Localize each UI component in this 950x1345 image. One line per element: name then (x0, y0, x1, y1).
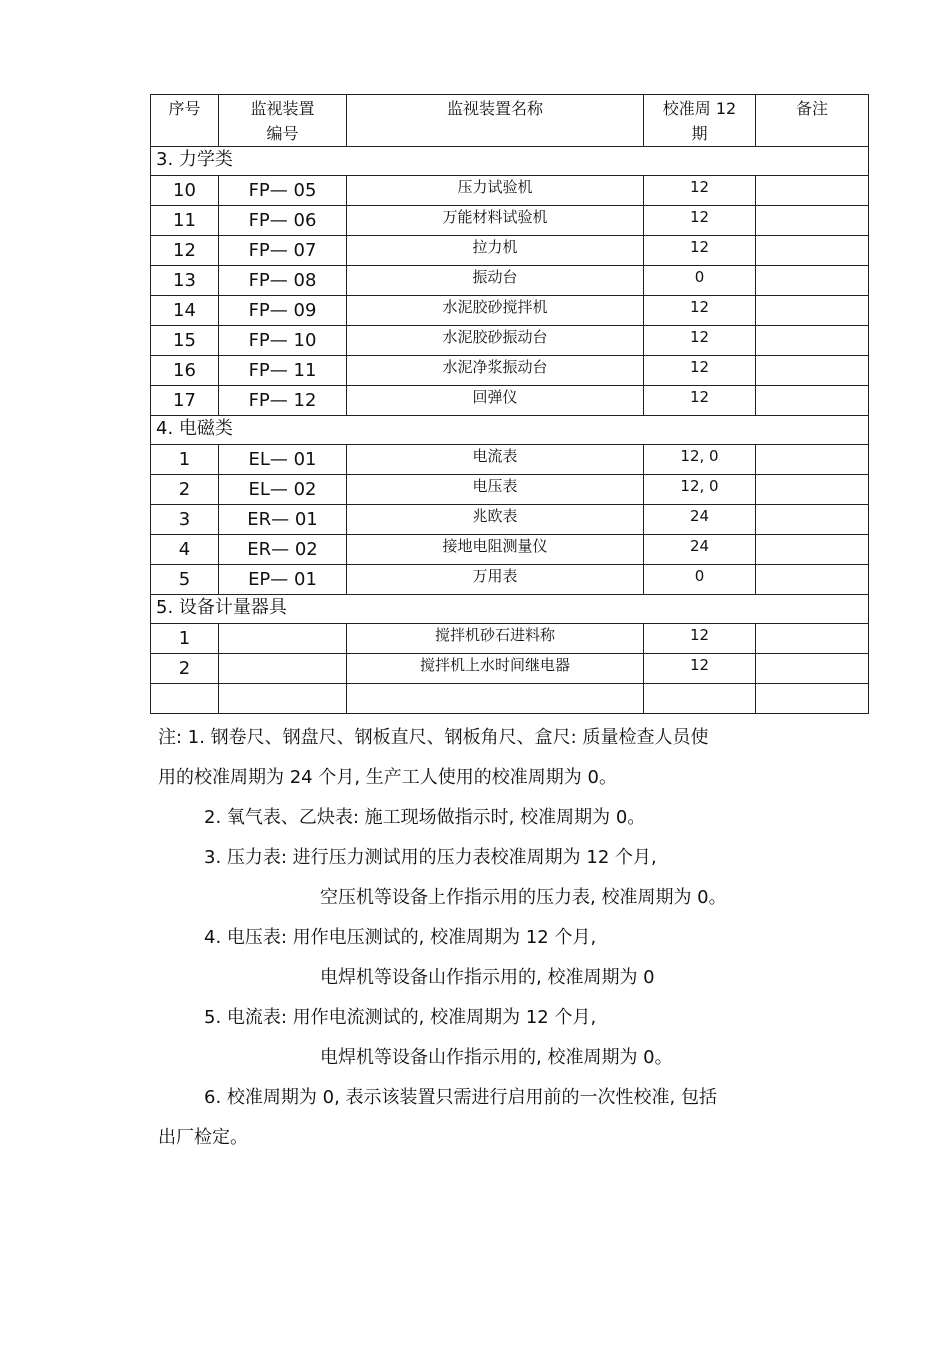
cell-period: 12, 0 (644, 445, 756, 475)
cell-period: 0 (644, 266, 756, 296)
cell-period: 12 (644, 176, 756, 206)
cell-period: 12 (644, 296, 756, 326)
table-row (151, 326, 869, 356)
cell-remark (756, 565, 869, 595)
table-row (151, 535, 869, 565)
note-line: 出厂检定。 (158, 1127, 248, 1148)
cell-name: 电流表 (347, 445, 644, 475)
cell-period: 12, 0 (644, 475, 756, 505)
note-line: 电焊机等设备山作指示用的, 校准周期为 0 (320, 967, 655, 988)
cell-remark (756, 505, 869, 535)
cell-remark (756, 356, 869, 386)
cell-period: 12 (644, 206, 756, 236)
note-line: 注: 1. 钢卷尺、钢盘尺、钢板直尺、钢板角尺、盒尺: 质量检查人员使 (158, 727, 709, 748)
header-remark: 备注 (756, 95, 869, 147)
cell-code: EL— 02 (219, 475, 347, 505)
cell-period: 12 (644, 386, 756, 416)
cell-name: 压力试验机 (347, 176, 644, 206)
cell-code: FP— 10 (219, 326, 347, 356)
cell-code (219, 654, 347, 684)
cell-remark (756, 624, 869, 654)
table-row (151, 236, 869, 266)
cell-period: 12 (644, 356, 756, 386)
cell-no: 16 (151, 356, 219, 386)
cell-period: 12 (644, 236, 756, 266)
cell-period: 12 (644, 326, 756, 356)
cell-no: 12 (151, 236, 219, 266)
table-header-row (151, 95, 869, 147)
cell-no: 10 (151, 176, 219, 206)
note-line: 电焊机等设备山作指示用的, 校准周期为 0。 (320, 1047, 673, 1068)
table-row (151, 624, 869, 654)
note-line: 5. 电流表: 用作电流测试的, 校准周期为 12 个月, (204, 1007, 597, 1028)
cell-name: 拉力机 (347, 236, 644, 266)
table-row (151, 386, 869, 416)
note-line: 6. 校准周期为 0, 表示该装置只需进行启用前的一次性校准, 包括 (204, 1087, 717, 1108)
cell-name: 搅拌机上水时间继电器 (347, 654, 644, 684)
cell-remark (756, 176, 869, 206)
cell-no: 13 (151, 266, 219, 296)
cell-no: 2 (151, 475, 219, 505)
table-row (151, 445, 869, 475)
note-line: 空压机等设备上作指示用的压力表, 校准周期为 0。 (320, 887, 727, 908)
cell-name: 万用表 (347, 565, 644, 595)
cell-no: 1 (151, 624, 219, 654)
cell-period (644, 684, 756, 714)
cell-period: 24 (644, 505, 756, 535)
table-row (151, 206, 869, 236)
cell-code: EP— 01 (219, 565, 347, 595)
cell-name: 水泥胶砂振动台 (347, 326, 644, 356)
header-period: 校准周 12 期 (644, 95, 756, 147)
cell-no: 4 (151, 535, 219, 565)
cell-code: FP— 07 (219, 236, 347, 266)
cell-remark (756, 535, 869, 565)
cell-name: 兆欧表 (347, 505, 644, 535)
cell-no: 1 (151, 445, 219, 475)
cell-code: FP— 12 (219, 386, 347, 416)
cell-remark (756, 266, 869, 296)
header-code: 监视装置 编号 (219, 95, 347, 147)
cell-code (219, 624, 347, 654)
table-row (151, 356, 869, 386)
note-line: 2. 氧气表、乙炔表: 施工现场做指示时, 校准周期为 0。 (204, 807, 646, 828)
cell-code: ER— 01 (219, 505, 347, 535)
cell-remark (756, 206, 869, 236)
table-row (151, 505, 869, 535)
cell-no: 14 (151, 296, 219, 326)
cell-remark (756, 296, 869, 326)
cell-period: 12 (644, 624, 756, 654)
section-row (151, 147, 869, 176)
section-row (151, 595, 869, 624)
cell-no: 15 (151, 326, 219, 356)
cell-no: 5 (151, 565, 219, 595)
section-title: 3. 力学类 (151, 147, 869, 176)
cell-remark (756, 236, 869, 266)
cell-name: 万能材料试验机 (347, 206, 644, 236)
cell-remark (756, 326, 869, 356)
table-row (151, 475, 869, 505)
cell-period: 24 (644, 535, 756, 565)
calibration-table (150, 94, 869, 714)
cell-code: EL— 01 (219, 445, 347, 475)
cell-no: 17 (151, 386, 219, 416)
cell-code: FP— 11 (219, 356, 347, 386)
cell-name (347, 684, 644, 714)
cell-remark (756, 386, 869, 416)
cell-remark (756, 445, 869, 475)
section-title: 4. 电磁类 (151, 416, 869, 445)
cell-remark (756, 684, 869, 714)
table-row (151, 296, 869, 326)
cell-code: FP— 09 (219, 296, 347, 326)
table-row (151, 266, 869, 296)
table-row (151, 654, 869, 684)
table-row (151, 565, 869, 595)
cell-period: 0 (644, 565, 756, 595)
header-name: 监视装置名称 (347, 95, 644, 147)
cell-remark (756, 475, 869, 505)
cell-code: FP— 05 (219, 176, 347, 206)
table-row (151, 176, 869, 206)
cell-remark (756, 654, 869, 684)
cell-code: FP— 08 (219, 266, 347, 296)
cell-no: 11 (151, 206, 219, 236)
section-row (151, 416, 869, 445)
cell-no: 2 (151, 654, 219, 684)
cell-name: 水泥净浆振动台 (347, 356, 644, 386)
cell-name: 搅拌机砂石进料称 (347, 624, 644, 654)
note-line: 4. 电压表: 用作电压测试的, 校准周期为 12 个月, (204, 927, 597, 948)
cell-name: 电压表 (347, 475, 644, 505)
cell-name: 振动台 (347, 266, 644, 296)
cell-code: FP— 06 (219, 206, 347, 236)
cell-name: 回弹仪 (347, 386, 644, 416)
section-title: 5. 设备计量器具 (151, 595, 869, 624)
note-line: 用的校准周期为 24 个月, 生产工人使用的校准周期为 0。 (158, 767, 617, 788)
cell-name: 水泥胶砂搅拌机 (347, 296, 644, 326)
notes-section (158, 718, 848, 1158)
cell-no: 3 (151, 505, 219, 535)
header-no: 序号 (151, 95, 219, 147)
cell-code: ER— 02 (219, 535, 347, 565)
cell-name: 接地电阻测量仪 (347, 535, 644, 565)
cell-code (219, 684, 347, 714)
table-row (151, 684, 869, 714)
note-line: 3. 压力表: 进行压力测试用的压力表校准周期为 12 个月, (204, 847, 657, 868)
cell-no (151, 684, 219, 714)
cell-period: 12 (644, 654, 756, 684)
